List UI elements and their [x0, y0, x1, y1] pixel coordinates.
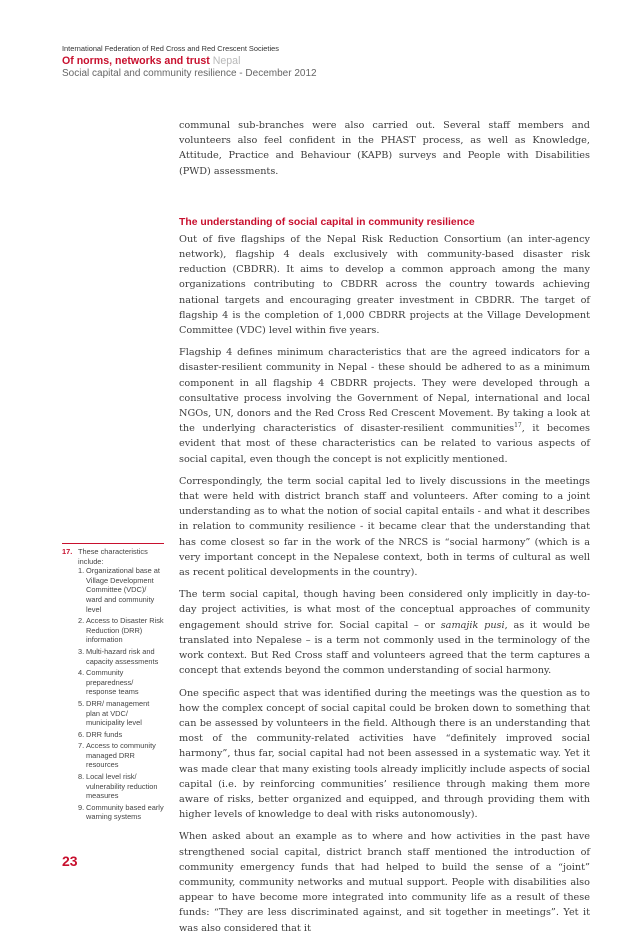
footnote-item: [78, 741, 164, 770]
footnote-item-number: 4.: [78, 668, 85, 678]
footnote-header: [62, 547, 164, 566]
main-text-column: [179, 118, 590, 943]
document-subtitle: Social capital and community resilience - December 2012: [62, 68, 317, 79]
paragraph-6: One specific aspect that was identified during the meetings was the question as to how the complex concept of social capital could be broken down to something that can be assessed by volunteers in the field. Although there is an understanding that most of the community-related activities have “definitely improved social harmony”, thus far, social capital had not been assessed in a systematic way. Yet it was made clear that many existing tools already implicitly include aspects of social capital (i.e. by reinforcing communities’ resilience through making them more aware of risks, better organized and equipped, and through providing them with higher levels of knowledge to deal with risks autonomously).: [179, 687, 590, 821]
footnote-item: [78, 803, 164, 822]
document-title-line: [62, 55, 582, 68]
footnote-item: [78, 647, 164, 666]
footnote-item: [78, 566, 164, 614]
paragraph-2: Out of five flagships of the Nepal Risk Reduction Consortium (an inter-agency network), flagship 4 deals exclusively with community-based disaster risk reduction (CBDRR). It aims to develop a common approach among the many organizations contributing to CBDRR across the country towards achieving national targets and encouraging greater investment in CBDRR. The target of flagship 4 is the completion of 1,000 CBDRR projects at the Village Development Committee (VDC) level within five years.: [179, 233, 590, 337]
footnote-item-number: 2.: [78, 616, 85, 626]
footnote-item-number: 7.: [78, 741, 85, 751]
section-heading: The understanding of social capital in community resilience: [179, 216, 475, 228]
footnote-item-text: Organizational base at Village Development Committee (VDC)/ ward and community level: [86, 566, 160, 614]
footnote-item-text: DRR funds: [86, 729, 123, 739]
footnote-item: [78, 668, 164, 697]
page-number: 23: [62, 853, 78, 869]
footnote-item-text: DRR/ management plan at VDC/ municipality level: [86, 698, 150, 728]
footnote-item: [78, 772, 164, 801]
footnote-item: [78, 730, 164, 740]
footnote-list: [62, 566, 164, 822]
footnote-item-text: Access to Disaster Risk Reduction (DRR) information: [86, 616, 164, 645]
footnote-17: [62, 543, 164, 824]
footnote-intro: These characteristics include:: [78, 547, 148, 566]
paragraph-7: When asked about an example as to where and how activities in the past have strengthened social capital, district branch staff mentioned the introduction of community emergency funds that had helped to build the sense of a “joint” community, community networks and mutual support. People with disabilities also appear to have become more integrated into community life as a result of these funds: “They are less discriminated against, and sit together in meetings”. Yet it was also considered that it: [179, 831, 590, 934]
footnote-item-text: Local level risk/ vulnerability reduction measures: [86, 772, 158, 801]
paragraph-3-part-a: Flagship 4 defines minimum characteristics that are the agreed indicators for a disaster-resilient community in Nepal - these should be adhered to as a minimum component in all flagship 4 CBDRR projects. They were developed through a consultative process involving the Government of Nepal, international and local NGOs, UN, donors and the Red Cross Red Crescent Movement. By taking a look at the underlying characteristics of disaster-resilient communities: [179, 347, 590, 435]
paragraph-5-part-a: The term social capital, though having been considered only implicitly in day-to-day project activities, is what most of the conceptual approaches of community engagement should strive for. Social capital – or: [179, 589, 590, 631]
footnote-item: [78, 699, 164, 728]
document-title: Of norms, networks and trust: [62, 55, 210, 67]
footnote-item-text: Community based early warning systems: [86, 802, 164, 822]
footnote-item-number: 5.: [78, 698, 85, 708]
organization-name: International Federation of Red Cross and Red Crescent Societies: [62, 44, 279, 53]
running-header: [62, 44, 582, 80]
paragraph-3-part-b: , it becomes evident that most of these characteristics can be related to various aspects of social capital, even though the concept is not explicitly mentioned.: [179, 423, 590, 465]
footnote-item-text: Multi-hazard risk and capacity assessments: [86, 646, 159, 666]
footnote-item-number: 9.: [78, 802, 85, 812]
footnote-number: 17.: [62, 547, 73, 556]
nepali-term: samajik pusi: [440, 619, 505, 631]
paragraph-1: communal sub-branches were also carried out. Several staff members and volunteers also feel confident in the PHAST process, as well as Knowledge, Attitude, Practice and Behaviour (KAPB) surveys and People with Disabilities (PWD) assessments.: [179, 120, 590, 177]
paragraph-3: [179, 345, 590, 467]
footnote-item: [78, 616, 164, 645]
paragraph-4: Correspondingly, the term social capital led to lively discussions in the meetings that were held with district branch staff and volunteers. After coming to a joint understanding as to what the notion of social capital entails - and what it describes in relation to community resilience - it became clear that the understanding that has come closest so far in the work of the NRCS is “social harmony” (which is a very important concept in the Nepalese context, both in terms of cultural as well as recent political developments in the country).: [179, 475, 590, 579]
footnote-item-text: Access to community managed DRR resources: [86, 741, 156, 770]
footnote-reference[interactable]: 17: [514, 422, 522, 430]
country-label: Nepal: [212, 55, 241, 67]
footnote-item-number: 8.: [78, 772, 85, 782]
paragraph-5: [179, 587, 590, 678]
footnote-item-number: 6.: [78, 729, 85, 739]
footnote-item-number: 3.: [78, 646, 85, 656]
footnote-item-text: Community preparedness/ response teams: [86, 668, 139, 697]
footnote-item-number: 1.: [78, 566, 85, 576]
paragraph-5-part-b: , as it would be translated into Nepalese – is a term not commonly used in the terminology of the work context. But Red Cross staff and volunteers agreed that the term captures a concept that extends beyond the common understanding of social harmony.: [179, 619, 590, 677]
